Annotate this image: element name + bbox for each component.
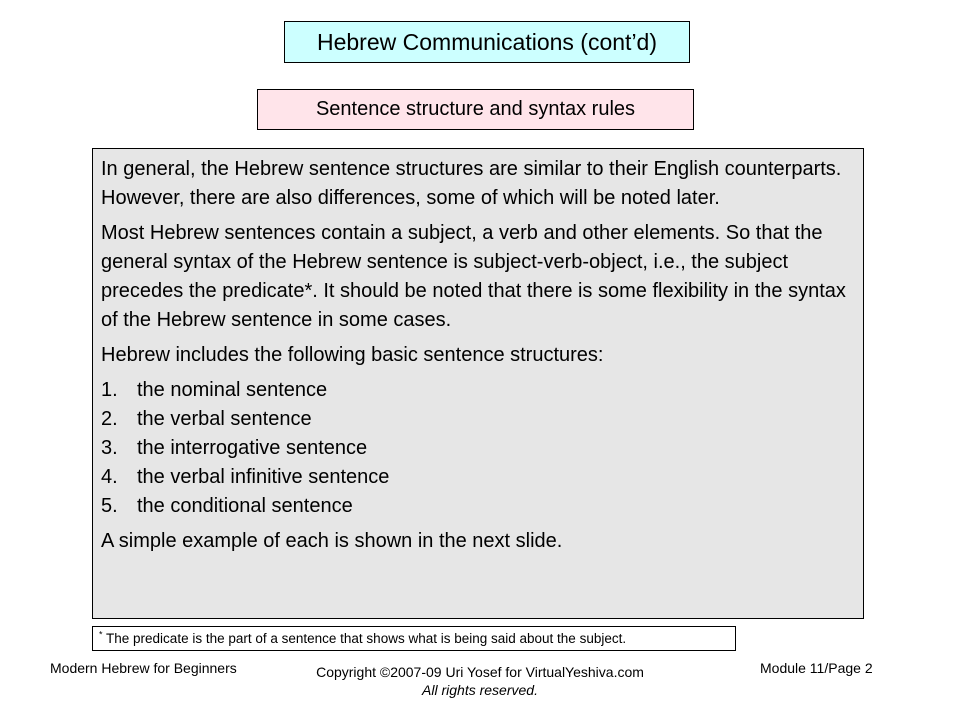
paragraph-intro: In general, the Hebrew sentence structures are similar to their English counterparts. However, there are also differences, some of which will be noted later. — [101, 158, 842, 209]
footer-copyright — [280, 663, 680, 699]
list-item-number: 3. — [101, 437, 118, 459]
slide-subtitle-text: Sentence structure and syntax rules — [315, 98, 636, 120]
list-item — [101, 434, 855, 463]
sentence-structure-list — [101, 376, 855, 521]
list-item — [101, 376, 855, 405]
content-box — [92, 148, 864, 619]
list-item — [101, 492, 855, 521]
list-item-text: the conditional sentence — [137, 495, 353, 517]
footer-course-name: Modern Hebrew for Beginners — [50, 660, 237, 676]
list-item — [101, 405, 855, 434]
paragraph-next-slide: A simple example of each is shown in the next slide. — [101, 530, 563, 552]
slide-title-text: Hebrew Communications (cont’d) — [316, 28, 657, 55]
slide-subtitle — [257, 89, 694, 130]
list-item — [101, 463, 855, 492]
footnote-text: The predicate is the part of a sentence that shows what is being said about the subject. — [102, 631, 627, 646]
list-item-number: 4. — [101, 466, 118, 488]
footer-page-number: Module 11/Page 2 — [760, 660, 873, 676]
footer-copyright-text: Copyright ©2007-09 Uri Yosef for VirtualYeshiva.com — [316, 664, 644, 680]
footnote-marker: * — [99, 629, 103, 640]
footnote — [92, 626, 736, 651]
list-item-number: 1. — [101, 379, 118, 401]
list-item-number: 5. — [101, 495, 118, 517]
paragraph-structures: Hebrew includes the following basic sentence structures: — [101, 344, 604, 366]
list-item-text: the interrogative sentence — [137, 437, 368, 459]
list-item-text: the verbal sentence — [137, 408, 312, 430]
list-item-text: the nominal sentence — [137, 379, 328, 401]
paragraph-syntax: Most Hebrew sentences contain a subject, a verb and other elements. So that the general syntax of the Hebrew sentence is subject-verb-object, i.e., the subject precedes the predicate*. It should be noted that there is some flexibility in the syntax of the Hebrew sentence in some cases. — [101, 222, 846, 331]
list-item-number: 2. — [101, 408, 118, 430]
list-item-text: the verbal infinitive sentence — [137, 466, 390, 488]
footer-rights-text: All rights reserved. — [422, 682, 538, 698]
slide-title — [284, 21, 690, 63]
